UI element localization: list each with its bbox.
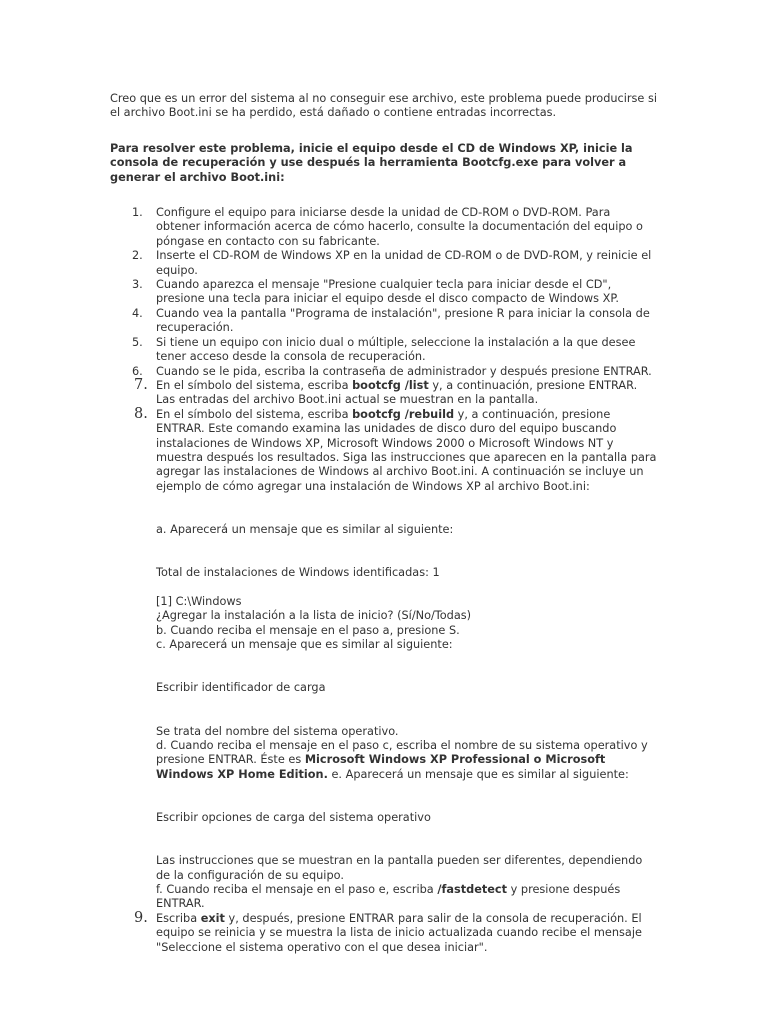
list-item (110, 405, 658, 912)
sub-step-d (156, 739, 658, 782)
os-name-note: Se trata del nombre del sistema operativo. (156, 724, 399, 738)
step-number: 7. (134, 376, 148, 393)
step-text-pre: Escriba (156, 911, 201, 925)
sub-step-f (156, 883, 658, 912)
list-item (110, 206, 658, 249)
list-item (110, 249, 658, 278)
step-text-pre: En el símbolo del sistema, escriba (156, 407, 353, 421)
fastdetect-command: /fastdetect (437, 883, 508, 897)
os-name-bold: Microsoft Windows XP Professional o Microsoft Windows XP Home Edition. (156, 753, 606, 781)
command-text: bootcfg /rebuild (352, 407, 455, 421)
command-text: bootcfg /list (352, 378, 429, 392)
list-item (110, 307, 658, 336)
list-item (110, 909, 658, 955)
sub-step-f-post: y presione después ENTRAR. (156, 883, 621, 911)
step-text: Configure el equipo para iniciarse desde la unidad de CD-ROM o DVD-ROM. Para obtener información acerca de cómo hacerlo, consulte la documentación del equipo o póngase en contacto con su fabricante. (156, 206, 643, 248)
step-text-post: y, a continuación, presione ENTRAR. Las entradas del archivo Boot.ini actual se muestran en la pantalla. (156, 378, 638, 407)
message-load-id: Escribir identificador de carga (156, 681, 326, 695)
command-text: exit (200, 911, 225, 925)
list-item (110, 278, 658, 307)
step-number: 9. (134, 909, 148, 926)
steps-list (110, 206, 658, 955)
message-entry: [1] C:\Windows (156, 594, 242, 608)
step-text-post: y, a continuación, presione ENTRAR. Este comando examina las unidades de disco duro del equipo buscando instalaciones de Windows XP, Microsoft Windows 2000 o Microsoft Windows NT y muestra después los resultados. Siga las instrucciones que aparecen en la pantalla para agregar las instalaciones de Windows al archivo Boot.ini. A continuación se incluye un ejemplo de cómo agregar una instalación de Windows XP al archivo Boot.ini: (156, 407, 657, 493)
step-number: 8. (134, 405, 148, 422)
step-text-pre: En el símbolo del sistema, escriba (156, 378, 353, 392)
step-text: Inserte el CD-ROM de Windows XP en la unidad de CD-ROM o de DVD-ROM, y reinicie el equipo. (156, 249, 652, 277)
list-item (110, 336, 658, 365)
instructions-note: Las instrucciones que se muestran en la pantalla pueden ser diferentes, dependiendo de la configuración de su equipo. (156, 854, 643, 882)
sub-step-b: b. Cuando reciba el mensaje en el paso a, presione S. (156, 623, 460, 637)
step-number: 2. (132, 249, 143, 263)
message-total: Total de instalaciones de Windows identificadas: 1 (156, 566, 440, 580)
lead-paragraph: Para resolver este problema, inicie el equipo desde el CD de Windows XP, inicie la consola de recuperación y use después la herramienta Bootcfg.exe para volver a generar el archivo Boot.ini: (110, 141, 633, 184)
sub-step-a: a. Aparecerá un mensaje que es similar al siguiente: (156, 522, 454, 536)
document-body (110, 92, 658, 955)
message-load-options: Escribir opciones de carga del sistema operativo (156, 811, 431, 824)
list-item (110, 365, 658, 379)
step-text-post: y, después, presione ENTRAR para salir de la consola de recuperación. El equipo se reinicia y se muestra la lista de inicio actualizada cuando recibe el mensaje "Seleccione el sistema operativo con el que desea iniciar". (156, 911, 642, 954)
sub-step-c: c. Aparecerá un mensaje que es similar al siguiente: (156, 638, 453, 652)
sub-step-f-pre: f. Cuando reciba el mensaje en el paso e, escriba (156, 883, 438, 897)
step-text: Cuando se le pida, escriba la contraseña de administrador y después presione ENTRAR. (156, 364, 652, 378)
step-number: 1. (132, 206, 143, 220)
step-text: Si tiene un equipo con inicio dual o múltiple, seleccione la instalación a la que desee tener acceso desde la consola de recuperación. (156, 335, 636, 364)
list-item (110, 376, 658, 408)
step-number: 3. (132, 278, 143, 292)
step-text: Cuando aparezca el mensaje "Presione cualquier tecla para iniciar desde el CD", presione una tecla para iniciar el equipo desde el disco compacto de Windows XP. (156, 278, 619, 306)
sub-step-e: e. Aparecerá un mensaje que es similar al siguiente: (327, 767, 629, 781)
step-text: Cuando vea la pantalla "Programa de instalación", presione R para iniciar la consola de recuperación. (156, 306, 650, 335)
sub-step-d-pre: d. Cuando reciba el mensaje en el paso c, escriba el nombre de su sistema operativo y presione ENTRAR. Éste es (156, 738, 648, 767)
intro-paragraph: Creo que es un error del sistema al no conseguir ese archivo, este problema puede producirse si el archivo Boot.ini se ha perdido, está dañado o contiene entradas incorrectas. (110, 92, 657, 120)
message-question: ¿Agregar la instalación a la lista de inicio? (Sí/No/Todas) (156, 609, 472, 623)
step-number: 6. (132, 364, 143, 378)
step-number: 5. (132, 335, 143, 349)
step-number: 4. (132, 306, 143, 320)
